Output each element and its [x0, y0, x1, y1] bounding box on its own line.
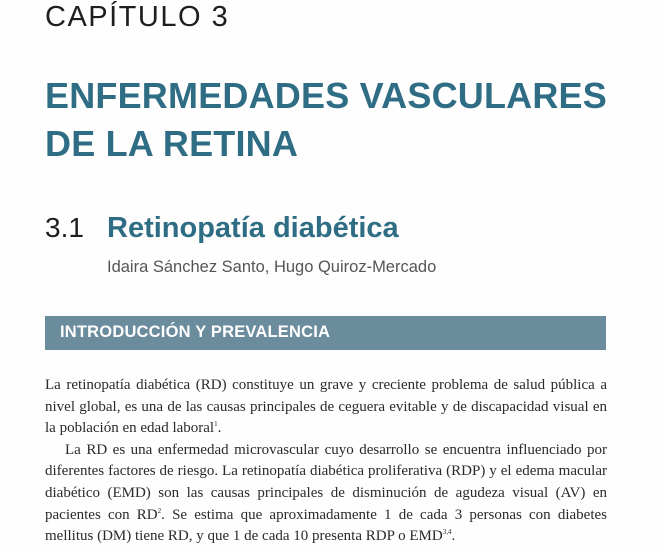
chapter-title-line-1: ENFERMEDADES VASCULARES	[45, 75, 607, 116]
subsection-title: INTRODUCCIÓN Y PREVALENCIA	[60, 323, 331, 341]
paragraph-1	[45, 375, 607, 440]
chapter-label: CAPÍTULO 3	[45, 1, 230, 33]
section-number: 3.1	[45, 212, 84, 243]
body-text	[45, 375, 607, 548]
paragraph-2-text-a: La RD es una enfermedad microvascular cuyo desarrollo se encuentra influenciado por diferentes factores de riesgo. La retinopatía diabética proliferativa (RDP) y el edema macular diabético (EMD) son las causas principales de disminución de agudeza visual (AV) en pacientes con RD	[45, 441, 607, 523]
paragraph-2-text-b: . Se estima que aproximadamente 1 de cada 3 personas con diabetes mellitus (DM) tiene RD, y que 1 de cada 10 presenta RDP o EMD	[45, 506, 607, 545]
section-heading	[45, 212, 399, 252]
chapter-title	[45, 72, 645, 168]
paragraph-2	[45, 440, 607, 548]
footnote-ref-1: 1	[214, 420, 218, 429]
chapter-title-line-2: DE LA RETINA	[45, 123, 299, 164]
section-authors: Idaira Sánchez Santo, Hugo Quiroz-Mercado	[107, 258, 437, 276]
section-title: Retinopatía diabética	[107, 212, 399, 244]
paragraph-1-end: .	[217, 420, 222, 437]
paragraph-2-end: .	[451, 528, 456, 545]
paragraph-1-text: La retinopatía diabética (RD) constituye un grave y creciente problema de salud pública a nivel global, es una de las causas principales de ceguera evitable y de discapacidad visual en la población en edad laboral	[45, 377, 607, 437]
subsection-header-bar	[45, 316, 606, 350]
footnote-ref-2: 2	[157, 506, 162, 515]
footnote-ref-3-4: 3,4	[442, 528, 452, 537]
